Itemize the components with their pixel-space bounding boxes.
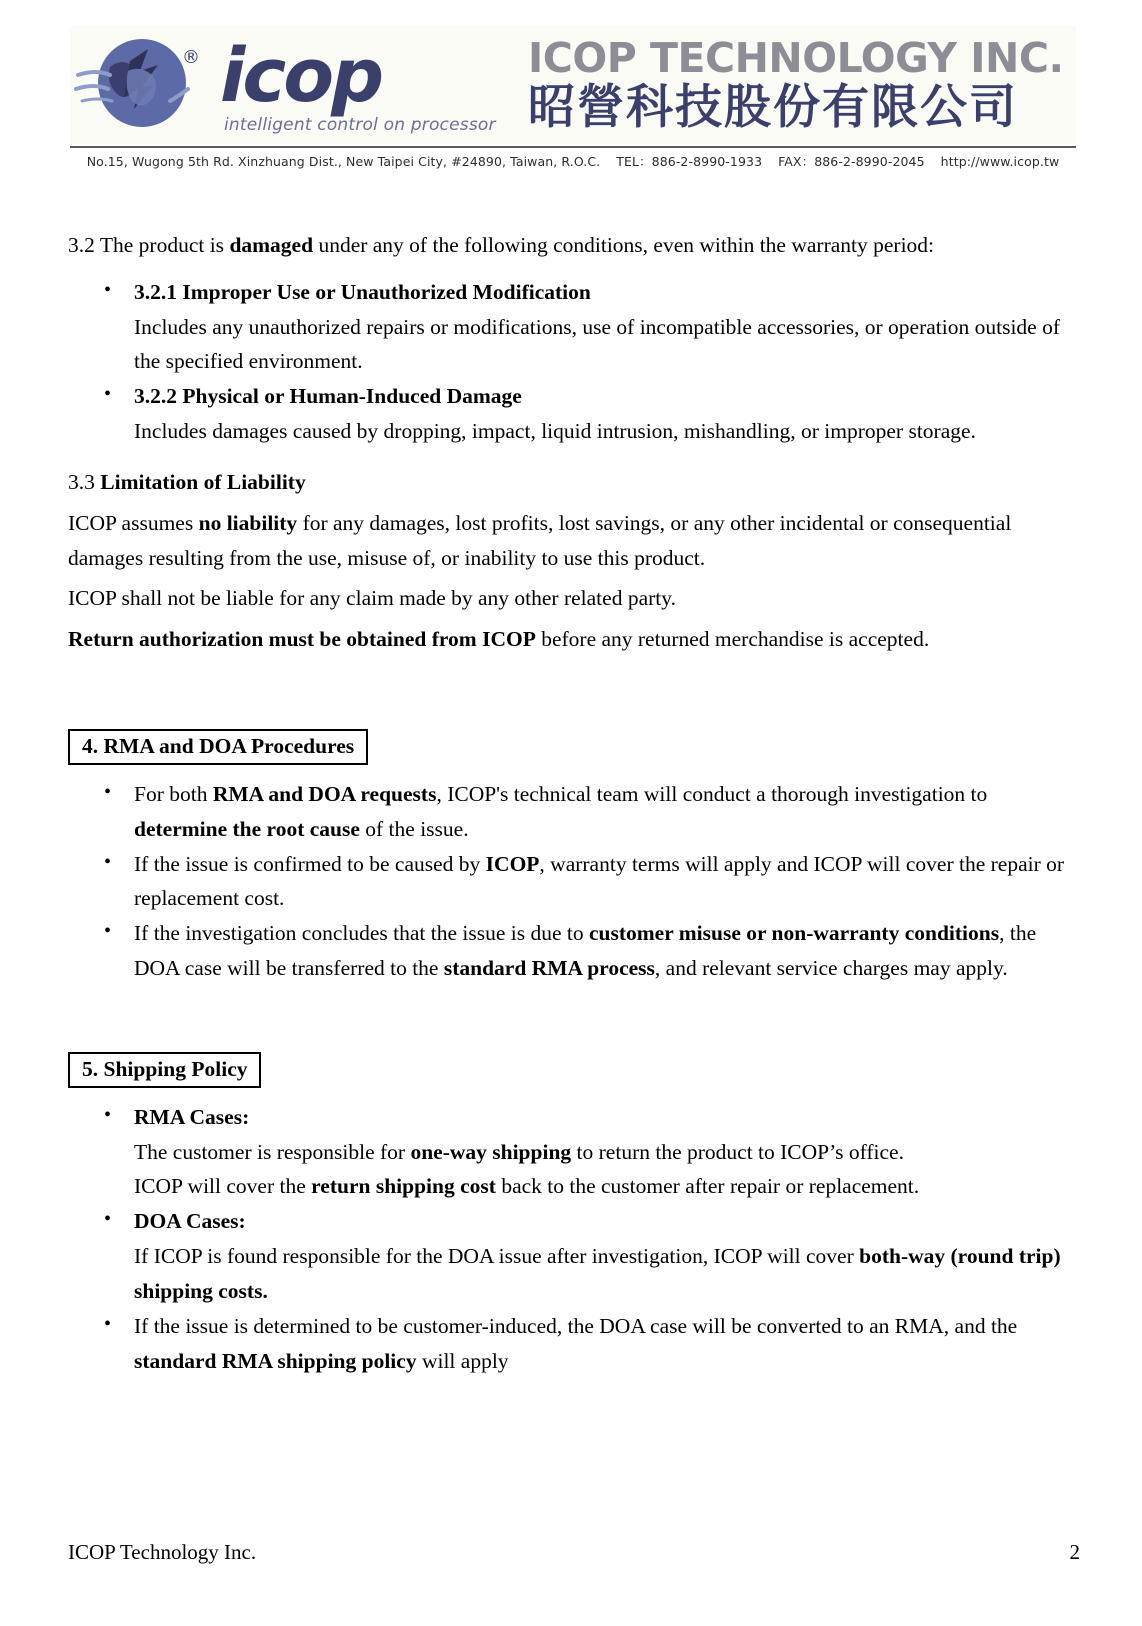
- section-3-3-paragraph-2: ICOP shall not be liable for any claim made by any other related party.: [68, 586, 676, 611]
- p1-c: for any damages, lost profits, lost savings, or any other incidental or consequential damages resulting from the use, misuse of, or inability to use this product.: [68, 510, 1012, 570]
- b0-c: , ICOP's technical team will conduct a thorough investigation to: [436, 781, 988, 806]
- b2-e: , and relevant service charges may apply.: [654, 956, 1008, 981]
- p3-bold: Return authorization must be obtained from ICOP: [68, 627, 536, 652]
- b0-d-bold: determine the root cause: [134, 816, 360, 841]
- section-3-2-lead-pre: The product is: [94, 233, 230, 257]
- section-5-heading-wrap: [68, 1052, 1080, 1088]
- list-item: [68, 916, 1080, 986]
- letterhead: [70, 26, 1076, 144]
- list-item: [68, 379, 1080, 449]
- item-3-2-2-text: Includes damages caused by dropping, impact, liquid intrusion, mishandling, or improper storage.: [134, 419, 976, 444]
- section-3-3-paragraph-3: [68, 622, 1080, 657]
- b2-d-bold: standard RMA process: [443, 956, 655, 981]
- section-5-list: [68, 1100, 1080, 1379]
- section-3-2-lead-post: under any of the following conditions, even within the warranty period:: [313, 233, 935, 257]
- icop-wordmark-text: icop: [220, 33, 382, 119]
- rma-l2-c: back to the customer after repair or replacement.: [495, 1174, 920, 1199]
- rma-l1-b-bold: one-way shipping: [410, 1139, 572, 1164]
- fax-text: FAX：886-2-8990-2045: [778, 154, 925, 169]
- list-item: [68, 847, 1080, 917]
- document-body: [68, 228, 1080, 1378]
- b0-b-bold: RMA and DOA requests: [212, 781, 437, 806]
- section-3-2-number: 3.2: [68, 233, 95, 257]
- b0-a: For both: [134, 781, 213, 806]
- section-3-3-paragraph-1: [68, 506, 1080, 576]
- company-name-chinese: 昭營科技股份有限公司: [528, 79, 1018, 135]
- letterhead-divider: [70, 146, 1076, 148]
- last-a: If the issue is determined to be customer-induced, the DOA case will be converted to an RMA, and the: [134, 1313, 1018, 1338]
- doa-l1-a: If ICOP is found responsible for the DOA issue after investigation, ICOP will cover: [134, 1244, 860, 1269]
- section-5-title-box: 5. Shipping Policy: [68, 1052, 261, 1088]
- section-3-3-title: Limitation of Liability: [100, 469, 306, 494]
- b2-c: , the DOA case will be transferred to the: [134, 921, 1037, 981]
- section-3-2-list: [68, 275, 1080, 449]
- b2-a: If the investigation concludes that the issue is due to: [134, 921, 589, 946]
- doa-l1-b-bold: both-way (round trip) shipping costs.: [134, 1244, 1061, 1303]
- b1-a: If the issue is confirmed to be caused by: [134, 851, 486, 876]
- p1-b-bold: no liability: [198, 510, 298, 535]
- item-3-2-2-heading: 3.2.2 Physical or Human-Induced Damage: [134, 384, 522, 409]
- section-3-2-lead: [68, 228, 1080, 263]
- last-c: will apply: [416, 1348, 509, 1373]
- svg-text:®: ®: [182, 47, 200, 68]
- footer-page-number: 2: [1069, 1540, 1080, 1564]
- rma-cases-heading: RMA Cases:: [134, 1104, 250, 1129]
- list-item: [68, 275, 1080, 379]
- rma-l2-b-bold: return shipping cost: [311, 1174, 496, 1199]
- list-item: [68, 1309, 1080, 1379]
- icop-tagline: intelligent control on processor: [224, 115, 496, 135]
- company-name-block: [514, 33, 1076, 135]
- section-3-3-heading: [68, 465, 1080, 500]
- section-4-heading-wrap: [68, 729, 1080, 765]
- last-b-bold: standard RMA shipping policy: [134, 1348, 417, 1373]
- b2-b-bold: customer misuse or non-warranty conditions: [589, 921, 1000, 946]
- company-name-english: ICOP TECHNOLOGY INC.: [528, 33, 1064, 82]
- list-item: [68, 1100, 1080, 1204]
- list-item: [68, 1204, 1080, 1308]
- rma-cases-line-2: [134, 1169, 1080, 1204]
- telephone-text: TEL：886-2-8990-1933: [616, 154, 763, 169]
- address-text: No.15, Wugong 5th Rd. Xinzhuang Dist., New Taipei City, #24890, Taiwan, R.O.C.: [86, 154, 601, 169]
- rma-l1-c: to return the product to ICOP’s office.: [571, 1139, 904, 1164]
- b1-c: , warranty terms will apply and ICOP will cover the repair or replacement cost.: [134, 851, 1065, 911]
- b0-e: of the issue.: [359, 816, 469, 841]
- doa-cases-heading: DOA Cases:: [134, 1209, 246, 1234]
- list-item: [68, 777, 1080, 847]
- section-4-title-box: 4. RMA and DOA Procedures: [68, 729, 368, 765]
- website-text: http://www.icop.tw: [940, 154, 1060, 169]
- section-3-2-lead-bold: damaged: [229, 233, 314, 257]
- item-3-2-1-text: Includes any unauthorized repairs or modifications, use of incompatible accessories, or operation outside of the specified environment.: [134, 314, 1061, 374]
- doa-cases-line-1: [134, 1239, 1080, 1309]
- section-4-list: [68, 777, 1080, 986]
- page-footer: [68, 1540, 1080, 1565]
- icop-logo-mark: [70, 31, 220, 139]
- p1-a: ICOP assumes: [68, 510, 199, 535]
- footer-company: ICOP Technology Inc.: [68, 1540, 257, 1564]
- item-3-2-1-heading: 3.2.1 Improper Use or Unauthorized Modification: [134, 279, 591, 304]
- icop-wordmark: [214, 31, 514, 139]
- b1-b-bold: ICOP: [485, 851, 540, 876]
- rma-cases-line-1: [134, 1135, 1080, 1170]
- p3-rest: before any returned merchandise is accepted.: [535, 627, 930, 652]
- rma-l1-a: The customer is responsible for: [134, 1139, 411, 1164]
- section-3-3-number: 3.3: [68, 469, 95, 494]
- letterhead-address-line: [70, 152, 1076, 170]
- rma-l2-a: ICOP will cover the: [134, 1174, 312, 1199]
